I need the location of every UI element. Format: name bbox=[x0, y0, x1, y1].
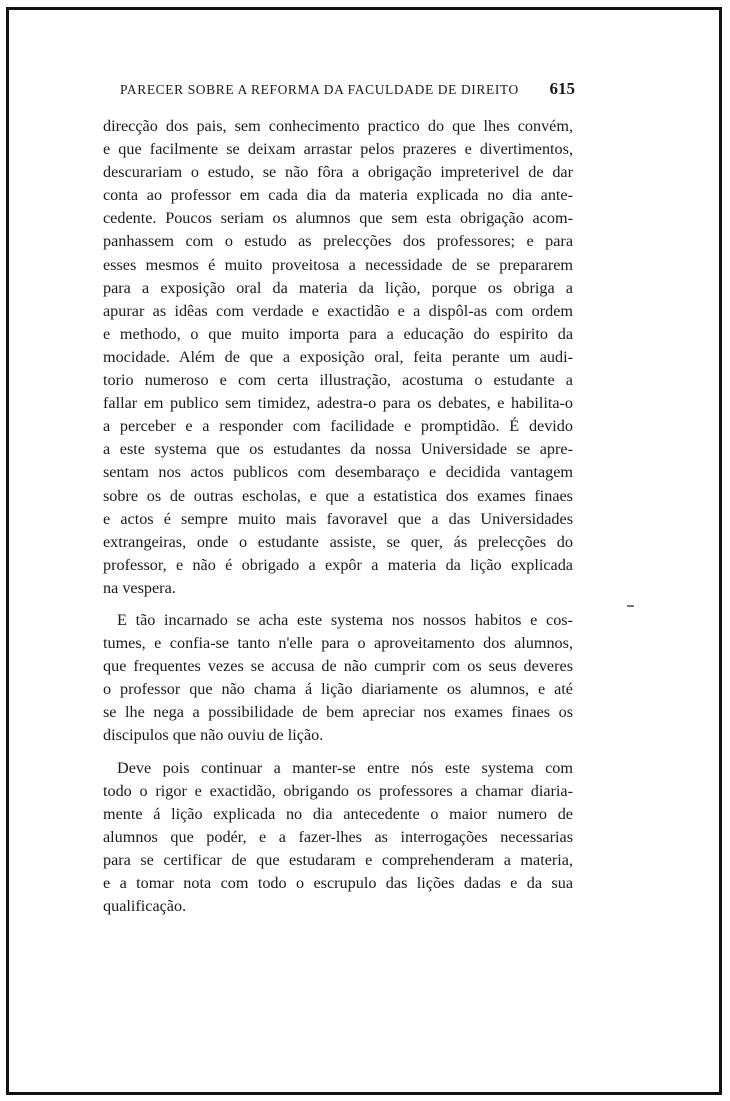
text-line: alumnos que podér, e a fazer-lhes as interrogações necessarias bbox=[103, 827, 573, 846]
text-line: Deve pois continuar a manter-se entre nós este systema com bbox=[117, 758, 573, 777]
text-line: que frequentes vezes se accusa de não cumprir com os seus deveres bbox=[103, 657, 573, 676]
text-line: panhassem com o estudo as prelecções dos professores; e para bbox=[103, 232, 573, 251]
text-line: E tão incarnado se acha este systema nos nossos habitos e cos- bbox=[117, 610, 573, 629]
text-line: a perceber e a responder com facilidade e promptidão. É devido bbox=[103, 417, 573, 436]
text-line: e actos é sempre muito mais favoravel que a das Universidades bbox=[103, 509, 573, 528]
text-line: todo o rigor e exactidão, obrigando os professores a chamar diaria- bbox=[103, 781, 573, 800]
text-line: para a exposição oral da materia da lição, porque os obriga a bbox=[103, 278, 573, 297]
text-line: conta ao professor em cada dia da materia explicada no dia ante- bbox=[103, 186, 573, 205]
text-line: torio numeroso e com certa illustração, acostuma o estudante a bbox=[103, 371, 573, 390]
text-line: extrangeiras, onde o estudante assiste, se quer, ás prelecções do bbox=[103, 532, 573, 551]
text-line: e que facilmente se deixam arrastar pelos prazeres e divertimentos, bbox=[103, 140, 573, 159]
text-line: o professor que não chama á lição diariamente os alumnos, e até bbox=[103, 680, 573, 699]
text-line: se lhe nega a possibilidade de bem apreciar nos exames finaes os bbox=[103, 703, 573, 722]
text-line: na vespera. bbox=[103, 578, 176, 597]
text-line: e a tomar nota com todo o escrupulo das lições dadas e da sua bbox=[103, 874, 573, 892]
text-line: esses mesmos é muito proveitosa a necessidade de se prepararem bbox=[103, 255, 573, 274]
text-line: direcção dos pais, sem conhecimento practico do que lhes convém, bbox=[103, 117, 573, 135]
running-title: PARECER SOBRE A REFORMA DA FACULDADE DE DIREITO bbox=[120, 82, 519, 97]
text-line: mente á lição explicada no dia antecedente o maior numero de bbox=[103, 804, 573, 823]
text-line: para se certificar de que estudaram e comprehenderam a materia, bbox=[103, 850, 573, 869]
text-line: cedente. Poucos seriam os alumnos que sem esta obrigação acom- bbox=[103, 209, 573, 228]
text-line: apurar as idêas com verdade e exactidão e a dispôl-as com ordem bbox=[103, 301, 573, 320]
paragraph-3 bbox=[103, 757, 573, 919]
text-line: discipulos que não ouviu de lição. bbox=[103, 726, 324, 745]
text-line: professor, e não é obrigado a expôr a materia da lição explicada bbox=[103, 555, 573, 574]
text-line: tumes, e confia-se tanto n'elle para o aproveitamento dos alumnos, bbox=[103, 634, 573, 653]
margin-mark bbox=[627, 605, 634, 607]
text-line: sobre os de outras escholas, e que a estatistica dos exames finaes bbox=[103, 486, 573, 505]
paragraph-2 bbox=[103, 609, 573, 748]
text-line: e methodo, o que muito importa para a educação do espirito da bbox=[103, 324, 573, 343]
text-line: fallar em publico sem timidez, adestra-o para os debates, e habilita-o bbox=[103, 394, 573, 413]
body-text bbox=[103, 115, 573, 918]
paragraph-1 bbox=[103, 115, 573, 600]
text-line: sentam nos actos publicos com desembaraço e decidida vantagem bbox=[103, 463, 573, 482]
text-line: a este systema que os estudantes da nossa Universidade se apre- bbox=[103, 440, 573, 459]
text-line: qualificação. bbox=[103, 897, 187, 916]
page-number: 615 bbox=[549, 79, 575, 98]
running-header bbox=[120, 79, 575, 99]
text-line: mocidade. Além de que a exposição oral, feita perante um audi- bbox=[103, 347, 573, 366]
text-line: descurariam o estudo, se não fôra a obrigação impreterivel de dar bbox=[103, 163, 573, 182]
